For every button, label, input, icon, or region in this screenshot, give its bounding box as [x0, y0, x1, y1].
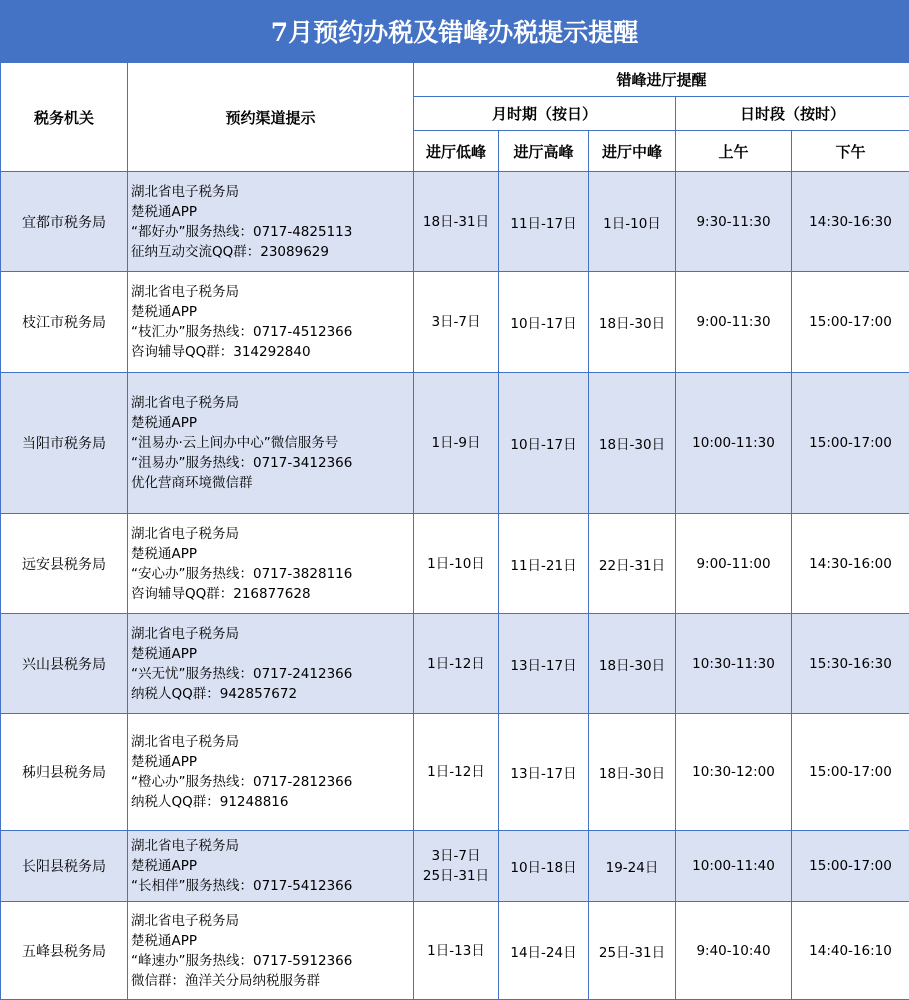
channel-line: “长相伴”服务热线：0717-5412366	[131, 876, 413, 896]
channel-line: 湖北省电子税务局	[131, 836, 413, 856]
office-cell: 兴山县税务局	[1, 614, 128, 714]
channel-line: 湖北省电子税务局	[131, 282, 413, 302]
office-cell: 枝江市税务局	[1, 272, 128, 373]
office-cell: 远安县税务局	[1, 514, 128, 614]
low-cell	[414, 902, 499, 1000]
am-cell: 9:00-11:00	[676, 514, 792, 614]
mid-cell: 19-24日	[589, 831, 676, 902]
am-cell: 9:40-10:40	[676, 902, 792, 1000]
mid-cell: 18日-30日	[589, 614, 676, 714]
low-range: 3日-7日	[414, 846, 498, 866]
low-range: 1日-9日	[414, 433, 498, 453]
high-cell: 10日-17日	[499, 272, 589, 373]
office-cell: 秭归县税务局	[1, 714, 128, 831]
channel-line: “沮易办·云上间办中心”微信服务号	[131, 433, 401, 453]
high-cell: 11日-21日	[499, 514, 589, 614]
mid-cell: 1日-10日	[589, 172, 676, 272]
channel-line: 湖北省电子税务局	[131, 624, 413, 644]
high-cell: 10日-18日	[499, 831, 589, 902]
channels-cell	[128, 172, 414, 272]
channel-line: 咨询辅导QQ群：216877628	[131, 584, 413, 604]
mid-cell: 25日-31日	[589, 902, 676, 1000]
table-row	[1, 373, 909, 514]
low-range: 3日-7日	[414, 312, 498, 332]
mid-cell: 18日-30日	[589, 272, 676, 373]
channels-cell	[128, 514, 414, 614]
header-high: 进厅高峰	[499, 131, 589, 172]
page-title: 7月预约办税及错峰办税提示提醒	[0, 0, 909, 62]
channels-cell	[128, 902, 414, 1000]
am-cell: 9:30-11:30	[676, 172, 792, 272]
channel-line: 楚税通APP	[131, 202, 413, 222]
table-row	[1, 714, 909, 831]
channel-line: 楚税通APP	[131, 302, 413, 322]
high-cell: 13日-17日	[499, 714, 589, 831]
mid-cell: 18日-30日	[589, 373, 676, 514]
channel-line: 微信群：渔洋关分局纳税服务群	[131, 971, 413, 991]
channel-line: 湖北省电子税务局	[131, 524, 413, 544]
low-cell	[414, 831, 499, 902]
table-row	[1, 614, 909, 714]
header-mid: 进厅中峰	[589, 131, 676, 172]
am-cell: 10:00-11:30	[676, 373, 792, 514]
office-cell: 当阳市税务局	[1, 373, 128, 514]
pm-cell: 15:00-17:00	[792, 714, 909, 831]
high-cell: 11日-17日	[499, 172, 589, 272]
pm-cell: 14:30-16:30	[792, 172, 909, 272]
channel-line: 湖北省电子税务局	[131, 911, 413, 931]
pm-cell: 14:30-16:00	[792, 514, 909, 614]
low-cell	[414, 272, 499, 373]
low-range: 1日-10日	[414, 554, 498, 574]
channel-line: 楚税通APP	[131, 413, 413, 433]
channel-line: 湖北省电子税务局	[131, 732, 413, 752]
channel-line: 优化营商环境微信群	[131, 473, 413, 493]
low-cell	[414, 714, 499, 831]
channels-cell	[128, 614, 414, 714]
pm-cell: 15:00-17:00	[792, 373, 909, 514]
low-cell	[414, 172, 499, 272]
channel-line: “橙心办”服务热线：0717-2812366	[131, 772, 413, 792]
office-cell: 宜都市税务局	[1, 172, 128, 272]
channel-line: “安心办”服务热线：0717-3828116	[131, 564, 413, 584]
pm-cell: 14:40-16:10	[792, 902, 909, 1000]
channel-line: 楚税通APP	[131, 544, 413, 564]
channels-cell	[128, 831, 414, 902]
mid-cell: 18日-30日	[589, 714, 676, 831]
channel-line: 湖北省电子税务局	[131, 393, 413, 413]
office-cell: 长阳县税务局	[1, 831, 128, 902]
channel-line: 纳税人QQ群：942857672	[131, 684, 413, 704]
channels-cell	[128, 373, 414, 514]
low-cell	[414, 373, 499, 514]
channel-line: 征纳互动交流QQ群：23089629	[131, 242, 413, 262]
channel-line: “峰速办”服务热线：0717-5912366	[131, 951, 413, 971]
am-cell: 10:00-11:40	[676, 831, 792, 902]
header-office: 税务机关	[1, 63, 128, 172]
high-cell: 10日-17日	[499, 373, 589, 514]
channels-cell	[128, 714, 414, 831]
channel-line: “兴无忧”服务热线：0717-2412366	[131, 664, 413, 684]
header-day-period: 日时段（按时）	[676, 97, 909, 131]
header-low: 进厅低峰	[414, 131, 499, 172]
table-row	[1, 514, 909, 614]
pm-cell: 15:00-17:00	[792, 831, 909, 902]
channel-line: 楚税通APP	[131, 644, 413, 664]
channel-line: 湖北省电子税务局	[131, 182, 413, 202]
channel-line: “都好办”服务热线：0717-4825113	[131, 222, 413, 242]
header-group: 错峰进厅提醒	[414, 63, 909, 97]
channel-line: 咨询辅导QQ群：314292840	[131, 342, 413, 362]
low-range: 1日-12日	[414, 762, 498, 782]
mid-cell: 22日-31日	[589, 514, 676, 614]
office-cell: 五峰县税务局	[1, 902, 128, 1000]
channel-line: 楚税通APP	[131, 856, 413, 876]
low-range: 1日-12日	[414, 654, 498, 674]
header-pm: 下午	[792, 131, 909, 172]
table-row	[1, 831, 909, 902]
pm-cell: 15:30-16:30	[792, 614, 909, 714]
low-cell	[414, 614, 499, 714]
high-cell: 14日-24日	[499, 902, 589, 1000]
channel-line: 楚税通APP	[131, 752, 413, 772]
table-row	[1, 272, 909, 373]
low-range: 25日-31日	[414, 866, 498, 886]
low-range: 18日-31日	[414, 212, 498, 232]
table-row	[1, 902, 909, 1000]
am-cell: 10:30-11:30	[676, 614, 792, 714]
channel-line: “沮易办”服务热线：0717-3412366	[131, 453, 413, 473]
low-range: 1日-13日	[414, 941, 498, 961]
header-month-period: 月时期（按日）	[414, 97, 676, 131]
channel-line: “枝汇办”服务热线：0717-4512366	[131, 322, 413, 342]
pm-cell: 15:00-17:00	[792, 272, 909, 373]
channels-cell	[128, 272, 414, 373]
high-cell: 13日-17日	[499, 614, 589, 714]
table-row	[1, 172, 909, 272]
am-cell: 10:30-12:00	[676, 714, 792, 831]
am-cell: 9:00-11:30	[676, 272, 792, 373]
channel-line: 纳税人QQ群：91248816	[131, 792, 413, 812]
header-am: 上午	[676, 131, 792, 172]
channel-line: 楚税通APP	[131, 931, 413, 951]
tax-office-table	[0, 62, 909, 1000]
header-channels: 预约渠道提示	[128, 63, 414, 172]
low-cell	[414, 514, 499, 614]
